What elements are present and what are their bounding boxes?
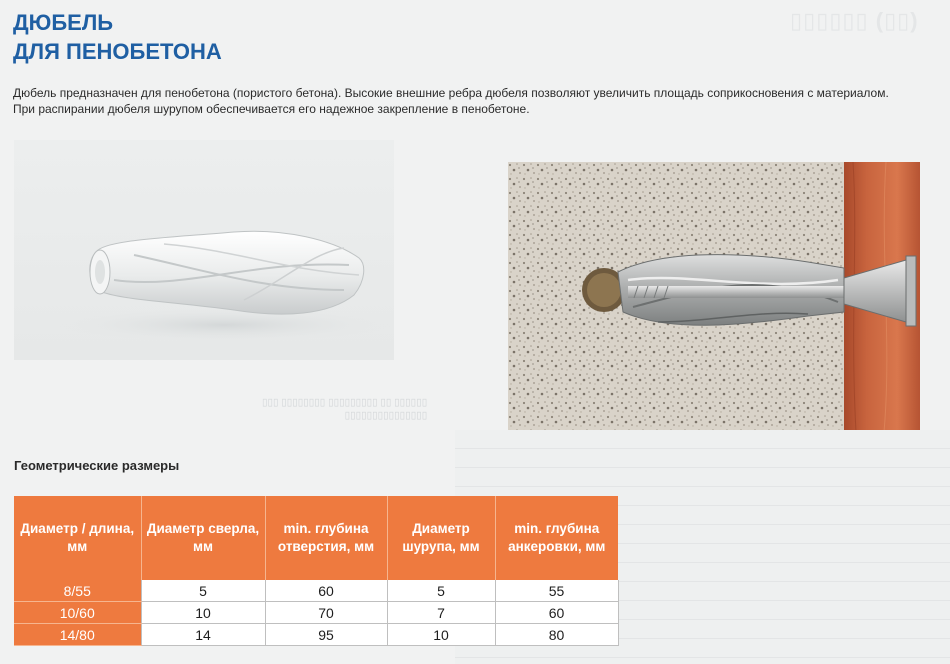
title-line-1: ДЮБЕЛЬ (13, 10, 114, 35)
description-line-2: При распирании дюбеля шурупом обеспечивается его надежное закрепление в пенобетоне. (13, 102, 530, 116)
installation-photo (508, 162, 920, 432)
dowel-image (14, 140, 394, 360)
bleed-through-text: ▯▯▯▯▯▯ (▯▯) (790, 8, 919, 33)
table-cell: 95 (265, 624, 387, 646)
table-cell: 8/55 (14, 580, 141, 602)
table-row (14, 602, 618, 624)
table-cell: 10 (141, 602, 265, 624)
table-cell: 60 (495, 602, 618, 624)
table-cell: 10/60 (14, 602, 141, 624)
table-cell: 14 (141, 624, 265, 646)
table-cell: 7 (387, 602, 495, 624)
table-cell: 55 (495, 580, 618, 602)
column-header: Диаметр / длина, мм (14, 496, 141, 580)
installation-image (508, 162, 920, 432)
table-row (14, 580, 618, 602)
title-line-2: ДЛЯ ПЕНОБЕТОНА (13, 39, 222, 64)
specs-heading: Геометрические размеры (14, 458, 180, 473)
table-header-row (14, 496, 618, 580)
specs-table (14, 496, 619, 646)
table-cell: 60 (265, 580, 387, 602)
column-header: Диаметр шурупа, мм (387, 496, 495, 580)
table-cell: 10 (387, 624, 495, 646)
table-row (14, 624, 618, 646)
bleed-through-caption: ▯▯▯▯▯▯▯▯▯▯▯▯▯▯▯ ▯▯▯ ▯▯▯▯▯▯▯▯ ▯▯▯▯▯▯▯▯▯ ▯▯ ▯▯▯▯▯▯ (262, 397, 428, 421)
table-cell: 14/80 (14, 624, 141, 646)
dowel-photo (14, 140, 394, 360)
column-header: min. глубина отверстия, мм (265, 496, 387, 580)
table-cell: 5 (141, 580, 265, 602)
page-title (13, 8, 222, 66)
column-header: min. глубина анкеровки, мм (495, 496, 618, 580)
table-cell: 80 (495, 624, 618, 646)
description-line-1: Дюбель предназначен для пенобетона (пористого бетона). Высокие внешние ребра дюбеля позволяют увеличить площадь соприкосновения с материалом. (13, 86, 889, 100)
column-header: Диаметр сверла, мм (141, 496, 265, 580)
table-cell: 70 (265, 602, 387, 624)
product-description (13, 85, 943, 117)
table-cell: 5 (387, 580, 495, 602)
